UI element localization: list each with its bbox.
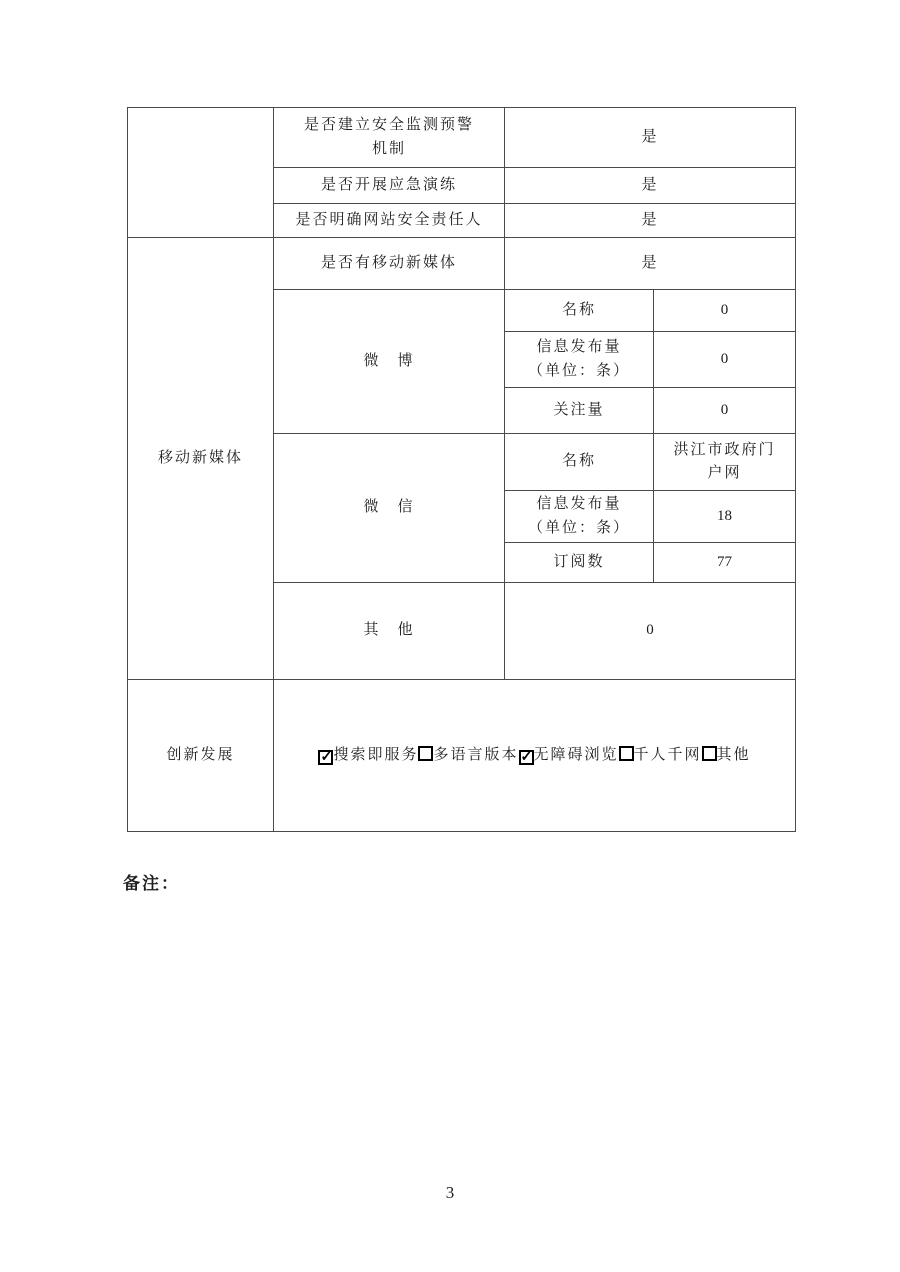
cell-weibo-header: 微 博 [274,290,505,434]
page-number: 3 [445,1183,455,1202]
cell-wechat-subscribers-label: 订阅数 [505,543,654,583]
report-table [127,107,796,832]
checkbox-unchecked-icon [619,746,634,761]
cell-security-officer-label: 是否明确网站安全责任人 [274,204,505,238]
cell-wechat-posts-value: 18 [654,491,796,543]
note-label: 备注： [123,874,180,893]
cell-weibo-name-label: 名称 [505,290,654,332]
checkbox-item-search-as-service [318,747,418,763]
checkbox-checked-icon: ✓ [520,749,533,765]
cell-has-mobile-value: 是 [505,238,796,290]
cell-section-innovation: 创新发展 [128,680,274,832]
cell-security-monitor-label [274,108,505,168]
value-line: 户网 [707,465,742,481]
label-line: （单位：条） [527,519,630,536]
cell-security-monitor-value: 是 [505,108,796,168]
checkbox-item-multilingual [418,747,518,763]
checkbox-item-other [702,747,751,763]
label-line: （单位：条） [527,362,630,379]
cell-wechat-header: 微 信 [274,434,505,583]
value-line: 洪江市政府门 [673,441,776,458]
cell-wechat-name-label: 名称 [505,434,654,491]
checkbox-unchecked-icon [418,746,433,761]
cell-weibo-posts-label [505,332,654,388]
label-line: 信息发布量 [536,339,622,356]
cell-section-blank [128,108,274,238]
checkbox-label: 多语言版本 [433,746,519,763]
cell-weibo-followers-label: 关注量 [505,388,654,434]
label-line: 信息发布量 [536,496,622,513]
row-innovation [128,680,796,832]
cell-has-mobile-label: 是否有移动新媒体 [274,238,505,290]
cell-weibo-posts-value: 0 [654,332,796,388]
cell-emergency-drill-label: 是否开展应急演练 [274,168,505,204]
checkbox-item-personalized [619,747,702,763]
cell-weibo-followers-value: 0 [654,388,796,434]
checkbox-checked-icon: ✓ [320,749,333,765]
cell-wechat-posts-label [505,491,654,543]
cell-wechat-subscribers-value: 77 [654,543,796,583]
cell-innovation-options [274,680,796,832]
cell-other-media-label: 其 他 [274,583,505,680]
cell-section-mobile-media: 移动新媒体 [128,238,274,680]
checkbox-item-accessibility [519,747,619,763]
cell-other-media-value: 0 [505,583,796,680]
checkbox-label: 千人千网 [633,746,702,763]
checkbox-line [280,744,789,767]
checkbox-unchecked-icon [702,746,717,761]
cell-security-officer-value: 是 [505,204,796,238]
label-line: 机制 [371,140,406,157]
checkbox-label: 无障碍浏览 [533,746,619,763]
cell-emergency-drill-value: 是 [505,168,796,204]
row-has-mobile-media [128,238,796,290]
row-security-monitor [128,108,796,168]
label-line: 是否建立安全监测预警 [303,117,474,134]
checkbox-label: 其他 [716,746,751,763]
cell-wechat-name-value [654,434,796,491]
cell-weibo-name-value: 0 [654,290,796,332]
checkbox-label: 搜索即服务 [333,746,419,763]
